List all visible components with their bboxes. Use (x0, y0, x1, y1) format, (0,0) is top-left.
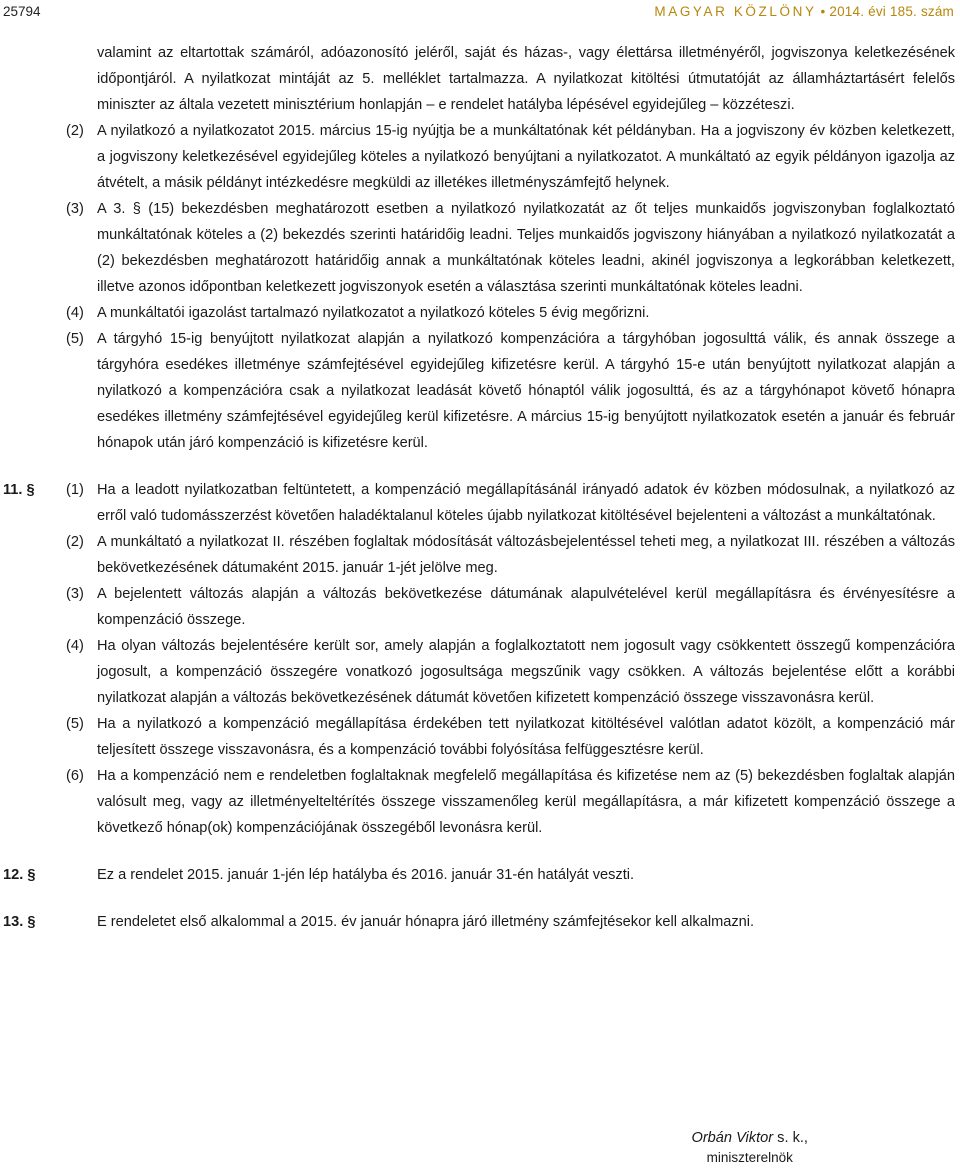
paragraph-number: (5) (66, 331, 84, 347)
s11-paragraph-1 (66, 477, 955, 529)
paragraph-text: Ha a kompenzáció nem e rendeletben foglaltaknak megfelelő megállapítása és kifizetése nem az (5) bekezdésben foglaltak alapján valósult meg, vagy az illetményelteltérítés összege visszamenőleg kerül megállapításra, a már kifizetett kompenzáció összege a következő hónap(ok) kompenzációjának összegéből levonásra kerül. (97, 768, 955, 836)
s11-paragraph-4 (66, 633, 955, 711)
s11-paragraph-6 (66, 763, 955, 841)
paragraph-text: E rendeletet első alkalommal a 2015. év január hónapra járó illetmény számfejtésekor kell alkalmazni. (97, 914, 755, 930)
issue-date: • 2014. évi 185. szám (820, 4, 954, 19)
section-11 (0, 477, 960, 841)
paragraph-text: A nyilatkozó a nyilatkozatot 2015. március 15-ig nyújtja be a munkáltatónak két példányban. Ha a jogviszony év közben keletkezett, a jogviszony keletkezésével egyidejűleg köteles a nyilatkozó benyújtani a nyilatkozatot. A munkáltató az egyik példányon igazolja az átvételt, a másik példányt intézkedésre megküldi az illetékes illetményszámfejtő helynek. (97, 123, 955, 191)
page-number: 25794 (3, 4, 41, 19)
paragraph-number: (2) (66, 534, 84, 550)
continuation-paragraph (97, 40, 955, 118)
s10-paragraph-5 (66, 326, 955, 456)
s13-text (97, 909, 955, 935)
section-number: 11. § (3, 482, 35, 498)
signature-block (691, 1128, 808, 1168)
section-13 (0, 909, 960, 935)
paragraph-number: (2) (66, 123, 84, 139)
paragraph-text: valamint az eltartottak számáról, adóazonosító jeléről, saját és házas-, vagy élettársa illetményéről, jogviszonya keletkezésének időpontjáról. A nyilatkozat mintáját az 5. melléklet tartalmazza. A nyilatkozat kitöltési útmutatóját az államháztartásért felelős miniszter az általa vezetett minisztérium honlapján – e rendelet hatályba lépésével egyidejűleg – közzéteszi. (97, 45, 955, 113)
paragraph-text: Ha a nyilatkozó a kompenzáció megállapítása érdekében tett nyilatkozat kitöltésével valótlan adatot közölt, a kompenzáció már teljesített összege visszavonásra, és a kompenzáció további folyósítása felfüggesztésre kerül. (97, 716, 955, 758)
paragraph-number: (3) (66, 201, 84, 217)
paragraph-number: (6) (66, 768, 84, 784)
paragraph-text: A munkáltatói igazolást tartalmazó nyilatkozatot a nyilatkozó köteles 5 évig megőrizni. (97, 305, 650, 321)
section-12 (0, 862, 960, 888)
paragraph-number: (4) (66, 638, 84, 654)
signatory-name: Orbán Viktor (691, 1130, 774, 1146)
s10-paragraph-4 (66, 300, 955, 326)
signature-line (691, 1128, 808, 1148)
s12-text (97, 862, 955, 888)
s11-paragraph-2 (66, 529, 955, 581)
signature-suffix: s. k., (773, 1130, 808, 1146)
section-number: 12. § (3, 867, 36, 883)
paragraph-text: Ha a leadott nyilatkozatban feltüntetett, a kompenzáció megállapításánál irányadó adatok év közben módosulnak, a nyilatkozó az erről való tudomásszerzést követően haladéktalanul köteles újabb nyilatkozat kitöltésével bejelenteni a változást a munkáltatónak. (97, 482, 955, 524)
section-number: 13. § (3, 914, 36, 930)
paragraph-number: (1) (66, 482, 84, 498)
s10-paragraph-3 (66, 196, 955, 300)
journal-title (654, 4, 954, 19)
paragraph-text: A bejelentett változás alapján a változás bekövetkezése dátumának alapulvételével kerül megállapításra és érvényesítésre a kompenzáció összege. (97, 586, 955, 628)
paragraph-text: A tárgyhó 15-ig benyújtott nyilatkozat alapján a nyilatkozó kompenzációra a tárgyhóban jogosulttá válik, és annak összege a tárgyhóra esedékes illetménye számfejtésével egyidejűleg kifizetésre kerül. A tárgyhó 15-e után benyújtott nyilatkozat alapján a nyilatkozó a kompenzációra csak a nyilatkozat leadását követő hónaptól válik jogosulttá, és az a tárgyhónapot követő hónapra esedékes illetmény számfejtésével egyidejűleg kerül kifizetésre. A március 15-ig benyújtott nyilatkozatok esetén a január és február hónapok után járó kompenzáció is kifizetésre kerül. (97, 331, 955, 451)
paragraph-text: Ez a rendelet 2015. január 1-jén lép hatályba és 2016. január 31-én hatályát veszti. (97, 867, 635, 883)
paragraph-number: (4) (66, 305, 84, 321)
paragraph-text: A 3. § (15) bekezdésben meghatározott esetben a nyilatkozó nyilatkozatát az őt teljes munkaidős jogviszonyban foglalkoztató munkáltatónak köteles a (2) bekezdés szerinti határidőig leadni. Teljes munkaidős jogviszony hiányában a nyilatkozó nyilatkozatát a (2) bekezdésben meghatározott határidőig annak a munkáltatónak köteles leadni, akinél jogviszonya a legkorábban keletkezett, illetve azonos időpontban keletkezett jogviszonyok esetén a választása szerinti munkáltatónak köteles leadni. (97, 201, 955, 295)
s10-paragraph-2 (66, 118, 955, 196)
s11-paragraph-5 (66, 711, 955, 763)
page-header (3, 4, 954, 24)
s11-paragraph-3 (66, 581, 955, 633)
paragraph-number: (3) (66, 586, 84, 602)
signatory-role: miniszterelnök (706, 1150, 793, 1165)
document-body (0, 40, 960, 935)
journal-name: MAGYAR KÖZLÖNY (654, 4, 817, 19)
paragraph-text: A munkáltató a nyilatkozat II. részében foglaltak módosítását változásbejelentéssel teheti meg, a nyilatkozat III. részében a változás bekövetkezésének dátumaként 2015. január 1-jét jelölve meg. (97, 534, 955, 576)
paragraph-number: (5) (66, 716, 84, 732)
paragraph-text: Ha olyan változás bejelentésére került sor, amely alapján a foglalkoztatott nem jogosult vagy csökkentett összegű kompenzációra jogosult, a kompenzáció összegére vonatkozó jogosultsága megszűnik vagy csökken. A változás bejelentése előtt a korábbi nyilatkozat alapján a változás bekövetkezésének dátumát követően kifizetett kompenzáció összege visszavonásra kerül. (97, 638, 955, 706)
